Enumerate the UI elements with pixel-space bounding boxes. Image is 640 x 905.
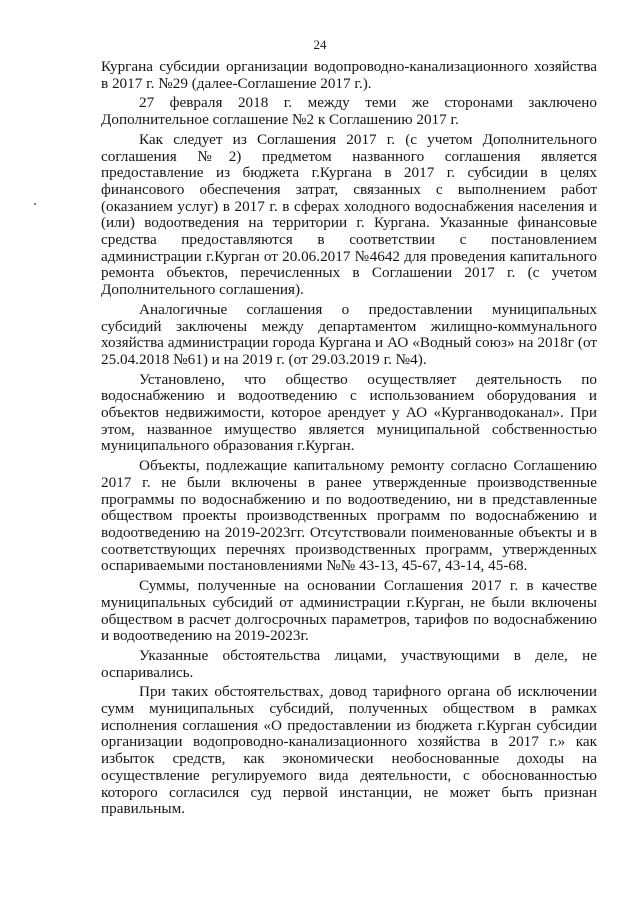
paragraph: 27 февраля 2018 г. между теми же сторонами заключено Дополнительное соглашение №2 к Соглашению 2017 г. (101, 94, 597, 129)
paragraph: При таких обстоятельствах, довод тарифного органа об исключении сумм муниципальных субсидий, полученных обществом в рамках исполнения соглашения «О предоставлении из бюджета г.Курган субсидии организации водопроводно-канализационного хозяйства в 2017 г.» как избыток средств, как экономически необоснованные доходы на осуществление регулируемого вида деятельности, с обоснованностью которого согласился суд первой инстанции, не может быть признан правильным. (101, 683, 597, 818)
paragraph: Как следует из Соглашения 2017 г. (с учетом Дополнительного соглашения №2) предметом названного соглашения является предоставление из бюджета г.Кургана в 2017 г. субсидии в целях финансового обеспечения затрат, связанных с выполнением работ (оказанием услуг) в 2017 г. в сферах холодного водоснабжения населения и (или) водоотведения на территории г. Кургана. Указанные финансовые средства предоставляются в соответствии с постановлением администрации г.Курган от 20.06.2017 №4642 для проведения капитального ремонта объектов, перечисленных в Соглашении 2017 г. (с учетом Дополнительного соглашения). (101, 130, 597, 299)
paragraph: Кургана субсидии организации водопроводно-канализационного хозяйства в 2017 г. №29 (далее-Соглашение 2017 г.). (101, 58, 597, 92)
document-body (101, 59, 597, 821)
margin-mark (34, 203, 36, 205)
paragraph: Суммы, полученные на основании Соглашения 2017 г. в качестве муниципальных субсидий от администрации г.Курган, не были включены обществом в расчет долгосрочных параметров, тарифов по водоснабжению и водоотведению на 2019-2023г. (101, 577, 597, 645)
paragraph: Объекты, подлежащие капитальному ремонту согласно Соглашению 2017 г. не были включены в ранее утвержденные производственные программы по водоснабжению и по водоотведению, ни в представленные обществом проекты производственных программ по водоснабжению и водоотведению на 2019-2023гг. Отсутствовали поименованные объекты и в соответствующих перечнях производственных программ, утвержденных оспариваемыми постановлениями №№ 43-13, 45-67, 43-14, 45-68. (101, 457, 597, 575)
paragraph: Установлено, что общество осуществляет деятельность по водоснабжению и водоотведению с использованием оборудования и объектов недвижимости, которое арендует у АО «Курганводоканал». При этом, названное имущество является муниципальной собственностью муниципального образования г.Курган. (101, 370, 597, 455)
paragraph: Указанные обстоятельства лицами, участвующими в деле, не оспаривались. (101, 646, 597, 681)
page-number: 24 (313, 37, 327, 52)
paragraph: Аналогичные соглашения о предоставлении муниципальных субсидий заключены между департаментом жилищно-коммунального хозяйства администрации города Кургана и АО «Водный союз» на 2018г (от 25.04.2018 №61) и на 2019 г. (от 29.03.2019 г. №4). (101, 300, 597, 368)
